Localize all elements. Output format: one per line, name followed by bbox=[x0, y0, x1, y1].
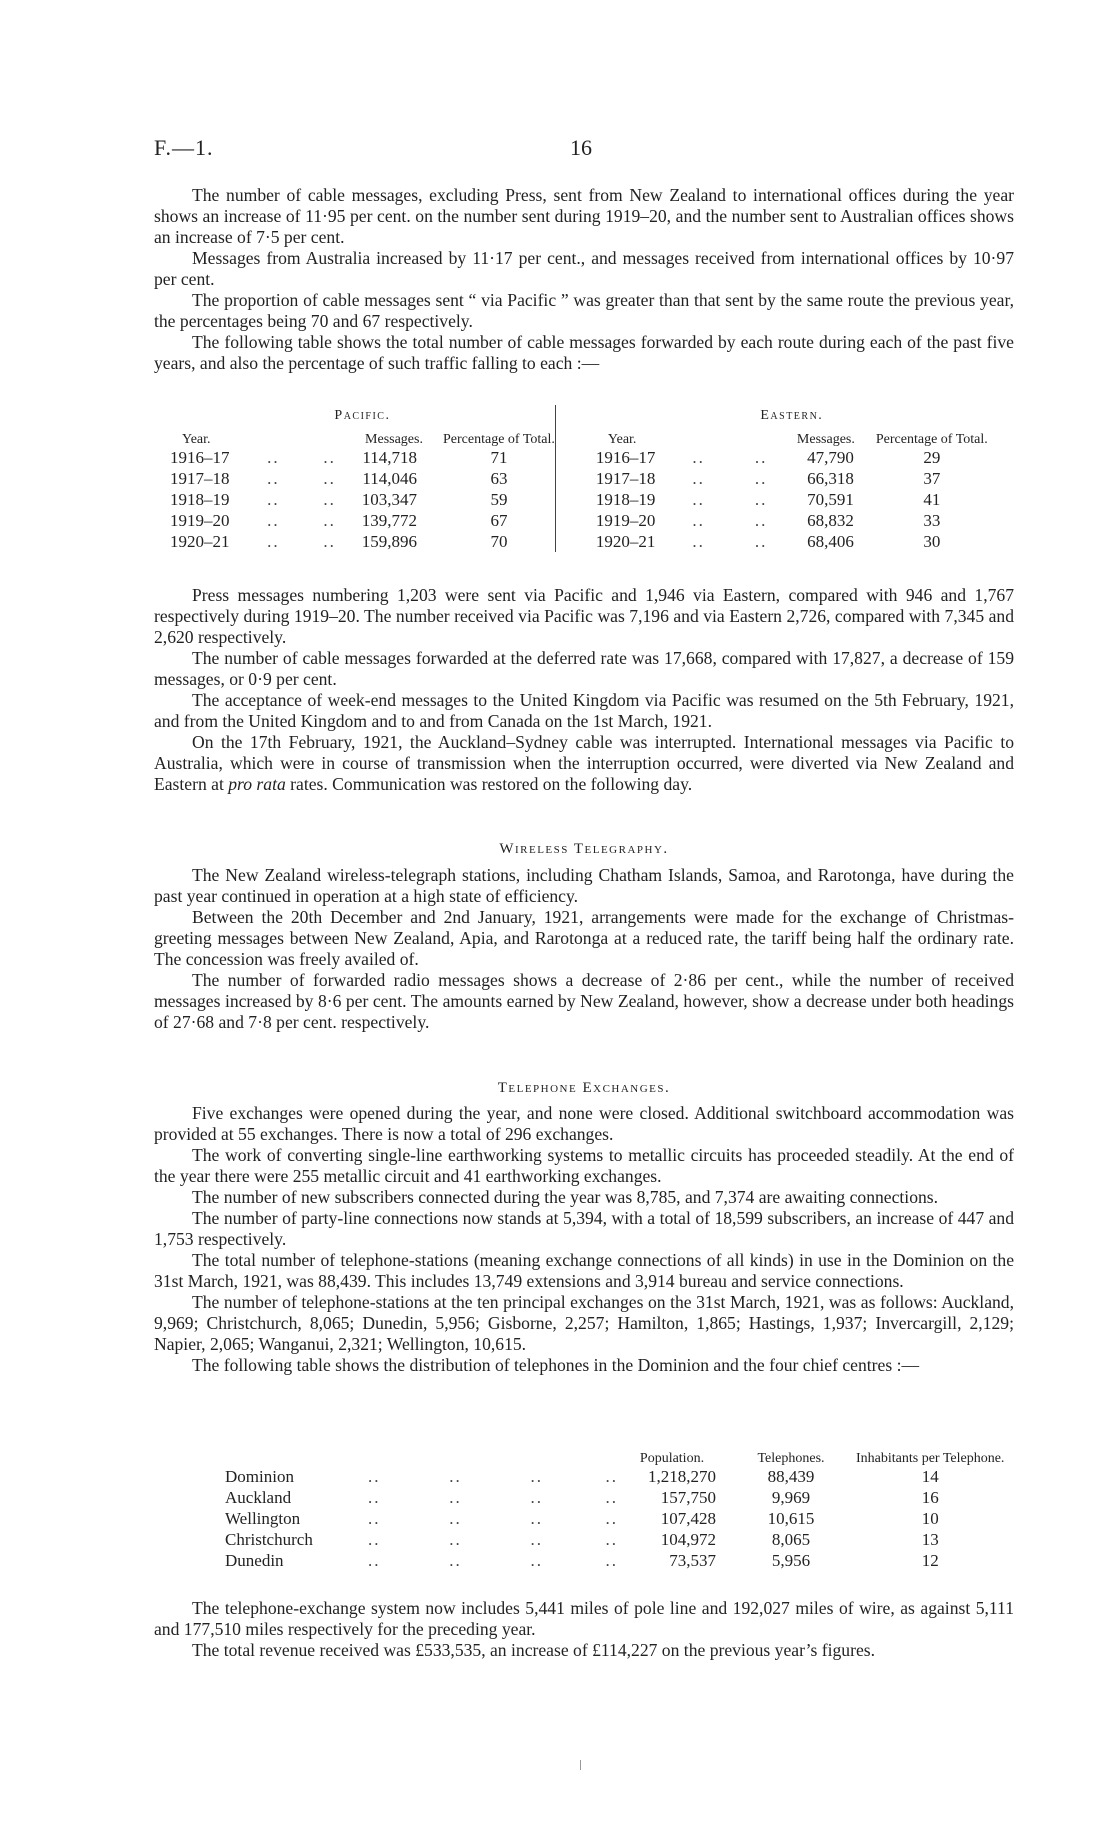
table-row: Dominion .. .. .. .. 1,218,270 88,439 14 bbox=[225, 1466, 1004, 1487]
pacific-year: 1917–18 bbox=[170, 468, 230, 488]
paragraph: The number of cable messages forwarded at the deferred rate was 17,668, compared with 17,827, a decrease of 159 messages, or 0·9 per cent. bbox=[154, 648, 1014, 689]
paragraph: The number of telephone-stations at the ten principal exchanges on the 31st March, 1921, was as follows: Auckland, 9,969; Christchurch, 8,065; Dunedin, 5,956; Gisborne, 2,257; Hamilton, 1,865; Hastings, 1,937; Invercargill, 2,129; Napier, 2,065; Wanganui, 2,321; Wellington, 10,615. bbox=[154, 1292, 1014, 1354]
paragraph: The number of party-line connections now stands at 5,394, with a total of 18,599 subscribers, an increase of 447 and 1,753 respectively. bbox=[154, 1208, 1014, 1249]
paragraph: The proportion of cable messages sent “ via Pacific ” was greater than that sent by the same route the previous year, the percentages being 70 and 67 respectively. bbox=[154, 290, 1014, 331]
population-value: 73,537 bbox=[669, 1550, 716, 1570]
col-inhabitants-header: Inhabitants per Telephone. bbox=[856, 1451, 1005, 1466]
table-row: Christchurch .. .. .. .. 104,972 8,065 13 bbox=[225, 1529, 1004, 1550]
eastern-year: 1919–20 bbox=[595, 510, 656, 530]
cable-intro bbox=[154, 185, 1014, 374]
paragraph: The number of forwarded radio messages shows a decrease of 2·86 per cent., while the number of received messages increased by 8·6 per cent. The amounts earned by New Zealand, however, show a decrease under both headings of 27·68 and 7·8 per cent. respectively. bbox=[154, 970, 1014, 1032]
paragraph: The work of converting single-line earthworking systems to metallic circuits has proceeded steadily. At the end of the year there were 255 metallic circuit and 41 earthworking exchanges. bbox=[154, 1145, 1014, 1186]
italic-term: pro rata bbox=[228, 774, 286, 794]
inhabitants-value: 14 bbox=[921, 1466, 939, 1486]
col-percentage-header: Percentage of Total. bbox=[875, 432, 988, 447]
cable-routes-table bbox=[170, 405, 988, 552]
pacific-messages: 114,046 bbox=[362, 468, 417, 488]
paragraph: The total number of telephone-stations (meaning exchange connections of all kinds) in use in the Dominion on the 31st March, 1921, was 88,439. This includes 13,749 extensions and 3,914 bureau and service connections. bbox=[154, 1250, 1014, 1291]
pacific-year: 1919–20 bbox=[170, 510, 230, 530]
table-row: 1918–19 .. .. 103,347 59 1918–19 .. .. 70,591 41 bbox=[170, 489, 988, 510]
table-row: Auckland .. .. .. .. 157,750 9,969 16 bbox=[225, 1487, 1004, 1508]
paragraph: The telephone-exchange system now includes 5,441 miles of pole line and 192,027 miles of wire, as against 5,111 and 177,510 miles respectively for the preceding year. bbox=[154, 1598, 1014, 1639]
col-messages-header: Messages. bbox=[796, 432, 855, 447]
paragraph: Between the 20th December and 2nd January, 1921, arrangements were made for the exchange of Christmas-greeting messages between New Zealand, Apia, and Rarotonga at a reduced rate, the tariff being half the ordinary rate. The concession was freely availed of. bbox=[154, 907, 1014, 969]
paragraph: The number of new subscribers connected during the year was 8,785, and 7,374 are awaiting connections. bbox=[192, 1187, 939, 1207]
scan-mark bbox=[580, 1760, 581, 1770]
table-row: 1919–20 .. .. 139,772 67 1919–20 .. .. 68,832 33 bbox=[170, 510, 988, 531]
telephones-value: 5,956 bbox=[771, 1550, 811, 1570]
paragraph: The total revenue received was £533,535, an increase of £114,227 on the previous year’s figures. bbox=[192, 1640, 875, 1660]
pacific-percentage: 70 bbox=[490, 531, 508, 551]
pacific-percentage: 67 bbox=[490, 510, 508, 530]
eastern-percentage: 37 bbox=[923, 468, 941, 488]
paragraph: The following table shows the distribution of telephones in the Dominion and the four chief centres :— bbox=[192, 1355, 920, 1375]
paragraph: The New Zealand wireless-telegraph stations, including Chatham Islands, Samoa, and Rarotonga, have during the past year continued in operation at a high state of efficiency. bbox=[154, 865, 1014, 906]
eastern-messages: 68,406 bbox=[807, 531, 854, 551]
table-row: 1920–21 .. .. 159,896 70 1920–21 .. .. 68,406 30 bbox=[170, 531, 988, 552]
telephone-closing bbox=[154, 1598, 1014, 1661]
eastern-messages: 66,318 bbox=[807, 468, 854, 488]
population-value: 107,428 bbox=[660, 1508, 716, 1528]
table-divider bbox=[555, 405, 596, 426]
document-reference: F.—1. bbox=[154, 135, 214, 160]
eastern-title: Eastern. bbox=[760, 407, 824, 423]
col-population-header: Population. bbox=[639, 1451, 705, 1466]
paragraph: The acceptance of week-end messages to the United Kingdom via Pacific was resumed on the 5th February, 1921, and from the United Kingdom and to and from Canada on the 1st March, 1921. bbox=[154, 690, 1014, 731]
paragraph: On the 17th February, 1921, the Auckland–Sydney cable was interrupted. International messages via Pacific to Australia, which were in course of transmission when the interruption occurred, were diverted via New Zealand and Eastern at pro rata rates. Communication was restored on the following day. bbox=[154, 732, 1014, 794]
inhabitants-value: 13 bbox=[921, 1529, 939, 1549]
pacific-year: 1920–21 bbox=[170, 531, 230, 551]
telephones-value: 10,615 bbox=[767, 1508, 815, 1528]
pacific-title: Pacific. bbox=[334, 407, 391, 423]
place-name: Dunedin bbox=[225, 1550, 284, 1570]
paragraph: Messages from Australia increased by 11·17 per cent., and messages received from international offices by 10·97 per cent. bbox=[154, 248, 1014, 289]
paragraph: Five exchanges were opened during the year, and none were closed. Additional switchboard accommodation was provided at 55 exchanges. There is now a total of 296 exchanges. bbox=[154, 1103, 1014, 1144]
telephone-distribution-table bbox=[225, 1445, 1004, 1571]
pacific-percentage: 71 bbox=[490, 447, 508, 467]
inhabitants-value: 10 bbox=[921, 1508, 939, 1528]
table-row: 1916–17 .. .. 114,718 71 1916–17 .. .. 47,790 29 bbox=[170, 447, 988, 468]
eastern-messages: 47,790 bbox=[807, 447, 854, 467]
pacific-messages: 159,896 bbox=[361, 531, 417, 551]
inhabitants-value: 16 bbox=[921, 1487, 939, 1507]
press-section bbox=[154, 585, 1014, 795]
place-name: Christchurch bbox=[225, 1529, 313, 1549]
pacific-year: 1916–17 bbox=[170, 447, 230, 467]
col-messages-header: Messages. bbox=[365, 432, 423, 447]
eastern-percentage: 30 bbox=[923, 531, 941, 551]
section-heading: Wireless Telegraphy. bbox=[499, 841, 669, 857]
telephones-value: 9,969 bbox=[771, 1487, 811, 1507]
page-number: 16 bbox=[570, 135, 592, 160]
population-value: 104,972 bbox=[660, 1529, 716, 1549]
population-value: 157,750 bbox=[660, 1487, 716, 1507]
eastern-percentage: 41 bbox=[923, 489, 941, 509]
paragraph: The following table shows the total number of cable messages forwarded by each route during each of the past five years, and also the percentage of such traffic falling to each :— bbox=[154, 332, 1014, 373]
eastern-percentage: 29 bbox=[923, 447, 941, 467]
telephone-section bbox=[154, 1103, 1014, 1376]
eastern-percentage: 33 bbox=[923, 510, 941, 530]
paragraph: The number of cable messages, excluding Press, sent from New Zealand to international offices during the year shows an increase of 11·95 per cent. on the number sent during 1919–20, and the number sent to Australian offices shows an increase of 7·5 per cent. bbox=[154, 185, 1014, 247]
inhabitants-value: 12 bbox=[921, 1550, 939, 1570]
col-percentage-header: Percentage of Total. bbox=[443, 432, 555, 447]
place-name: Dominion bbox=[225, 1466, 294, 1486]
paragraph: Press messages numbering 1,203 were sent via Pacific and 1,946 via Eastern, compared with 946 and 1,767 respectively during 1919–20. The number received via Pacific was 7,196 and via Eastern 2,726, compared with 7,345 and 2,620 respectively. bbox=[154, 585, 1014, 647]
pacific-messages: 114,718 bbox=[362, 447, 417, 467]
table-row: Dunedin .. .. .. .. 73,537 5,956 12 bbox=[225, 1550, 1004, 1571]
col-telephones-header: Telephones. bbox=[757, 1451, 825, 1466]
eastern-year: 1916–17 bbox=[595, 447, 656, 467]
table-row: Wellington .. .. .. .. 107,428 10,615 10 bbox=[225, 1508, 1004, 1529]
table-row: 1917–18 .. .. 114,046 63 1917–18 .. .. 66,318 37 bbox=[170, 468, 988, 489]
wireless-section bbox=[154, 865, 1014, 1033]
eastern-year: 1920–21 bbox=[595, 531, 656, 551]
eastern-messages: 68,832 bbox=[807, 510, 854, 530]
telephones-value: 8,065 bbox=[771, 1529, 811, 1549]
col-year-header: Year. bbox=[607, 432, 637, 447]
col-year-header: Year. bbox=[182, 432, 211, 447]
pacific-messages: 103,347 bbox=[361, 489, 417, 509]
telephones-value: 88,439 bbox=[767, 1466, 815, 1486]
pacific-percentage: 63 bbox=[490, 468, 508, 488]
section-heading: Telephone Exchanges. bbox=[497, 1080, 671, 1096]
pacific-messages: 139,772 bbox=[361, 510, 417, 530]
place-name: Auckland bbox=[225, 1487, 292, 1507]
eastern-messages: 70,591 bbox=[807, 489, 854, 509]
place-name: Wellington bbox=[225, 1508, 301, 1528]
pacific-percentage: 59 bbox=[490, 489, 508, 509]
eastern-year: 1917–18 bbox=[595, 468, 656, 488]
eastern-year: 1918–19 bbox=[595, 489, 656, 509]
pacific-year: 1918–19 bbox=[170, 489, 230, 509]
population-value: 1,218,270 bbox=[648, 1466, 716, 1486]
